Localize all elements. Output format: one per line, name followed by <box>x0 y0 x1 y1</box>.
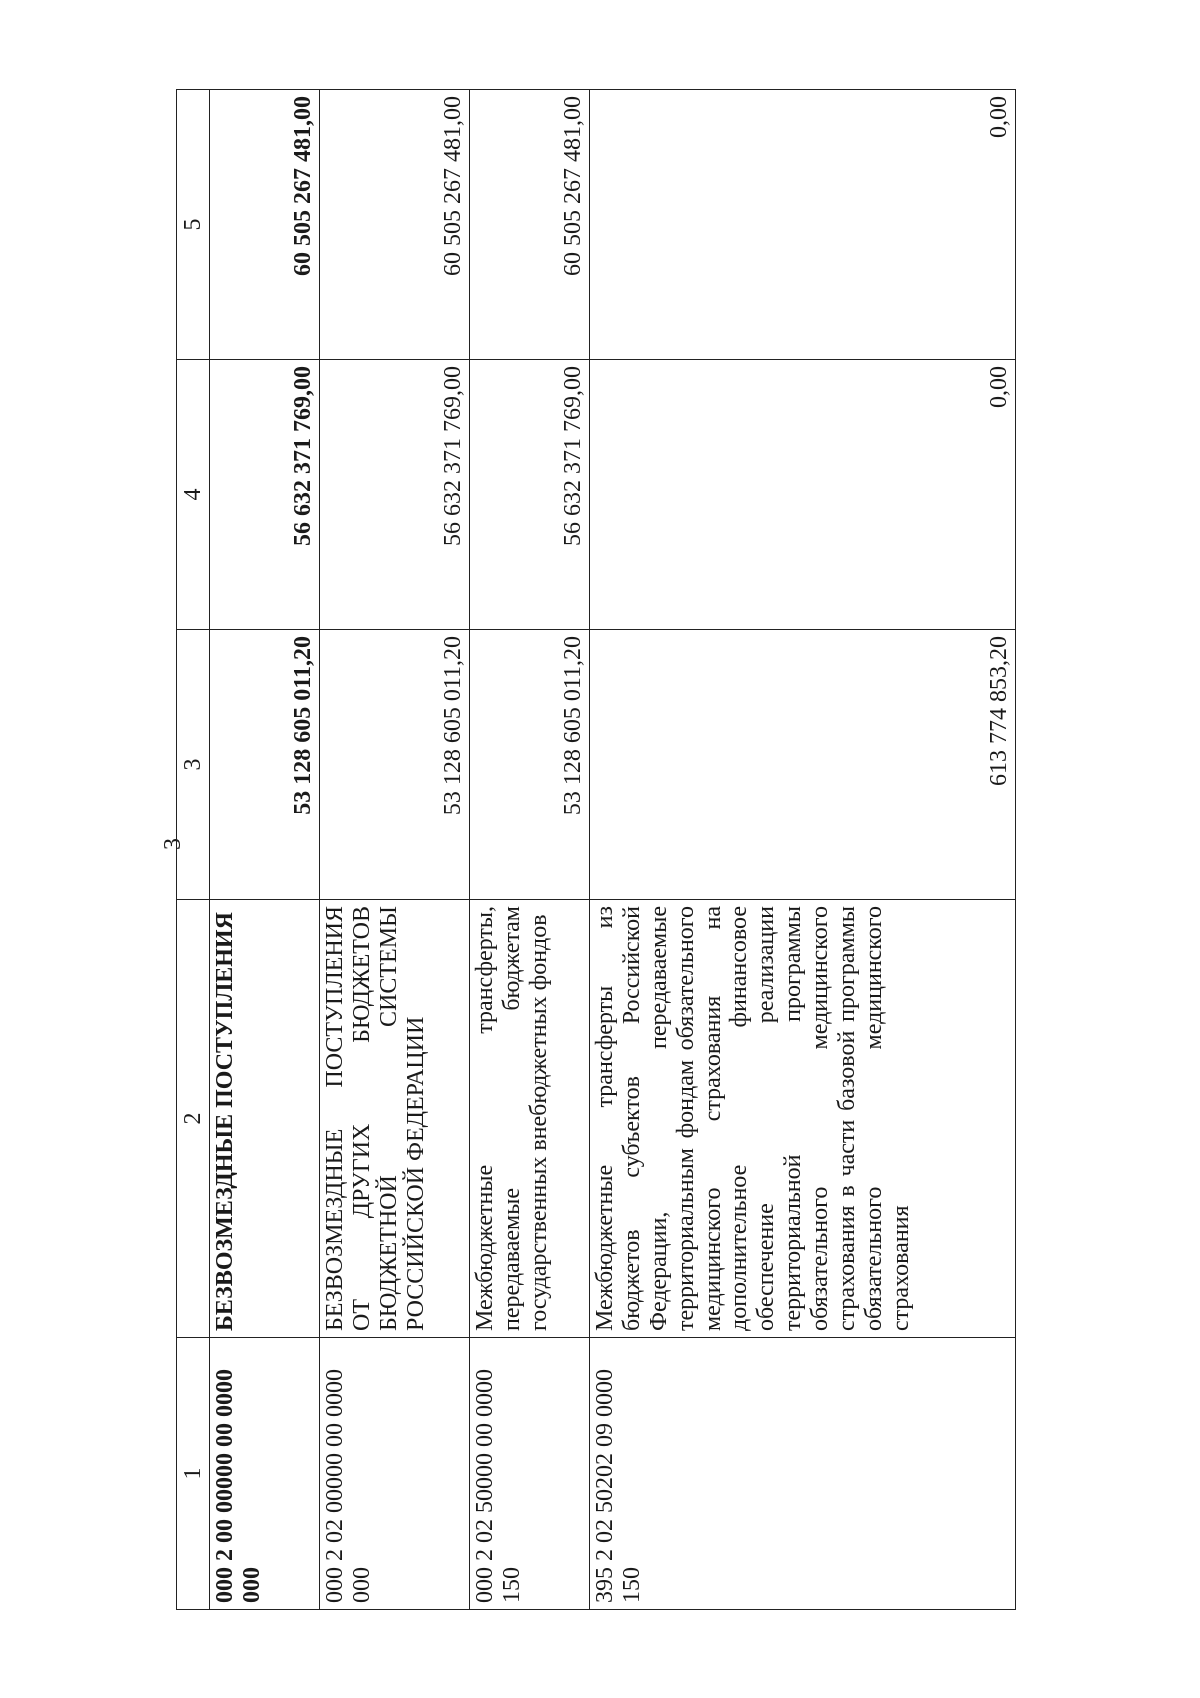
table-row <box>210 90 320 1610</box>
row-value-col4: 56 632 371 769,00 <box>470 360 590 630</box>
table-row <box>590 90 1016 1610</box>
table-row <box>470 90 590 1610</box>
row-value-col3: 53 128 605 011,20 <box>470 630 590 900</box>
header-cell-5: 5 <box>177 90 210 360</box>
row-name: БЕЗВОЗМЕЗДНЫЕ ПОСТУПЛЕНИЯ <box>210 900 320 1338</box>
row-value-col3: 53 128 605 011,20 <box>210 630 320 900</box>
row-code: 000 2 02 50000 00 0000 150 <box>470 1338 590 1610</box>
row-code: 395 2 02 50202 09 0000 150 <box>590 1338 1016 1610</box>
row-value-col5: 0,00 <box>590 90 1016 360</box>
row-value-col3: 613 774 853,20 <box>590 630 1016 900</box>
row-name: БЕЗВОЗМЕЗДНЫЕ ПОСТУПЛЕНИЯ ОТ ДРУГИХ БЮДЖЕТОВ БЮДЖЕТНОЙ СИСТЕМЫ РОССИЙСКОЙ ФЕДЕРАЦИИ <box>320 900 470 1338</box>
header-cell-3: 3 <box>177 630 210 900</box>
row-value-col5: 60 505 267 481,00 <box>470 90 590 360</box>
table-row <box>320 90 470 1610</box>
rotated-table-frame <box>176 90 1016 1610</box>
header-row <box>177 90 210 1610</box>
row-value-col4: 56 632 371 769,00 <box>210 360 320 630</box>
row-code: 000 2 02 00000 00 0000 000 <box>320 1338 470 1610</box>
row-value-col5: 60 505 267 481,00 <box>320 90 470 360</box>
budget-table <box>176 89 1016 1610</box>
row-value-col5: 60 505 267 481,00 <box>210 90 320 360</box>
header-cell-2: 2 <box>177 900 210 1338</box>
row-value-col4: 56 632 371 769,00 <box>320 360 470 630</box>
row-code: 000 2 00 00000 00 0000 000 <box>210 1338 320 1610</box>
header-cell-4: 4 <box>177 360 210 630</box>
row-value-col4: 0,00 <box>590 360 1016 630</box>
header-cell-1: 1 <box>177 1338 210 1610</box>
row-value-col3: 53 128 605 011,20 <box>320 630 470 900</box>
row-name: Межбюджетные трансферты, передаваемые бюджетам государственных внебюджетных фондов <box>470 900 590 1338</box>
page-number: 3 <box>160 838 186 850</box>
row-name: Межбюджетные трансферты из бюджетов субъектов Российской Федерации, передаваемые территориальным фондам обязательного медицинского страхования на дополнительное финансовое обеспечение реализации территориальной программы обязательного медицинского страхования в части базовой программы обязательного медицинского страхования <box>590 900 1016 1338</box>
